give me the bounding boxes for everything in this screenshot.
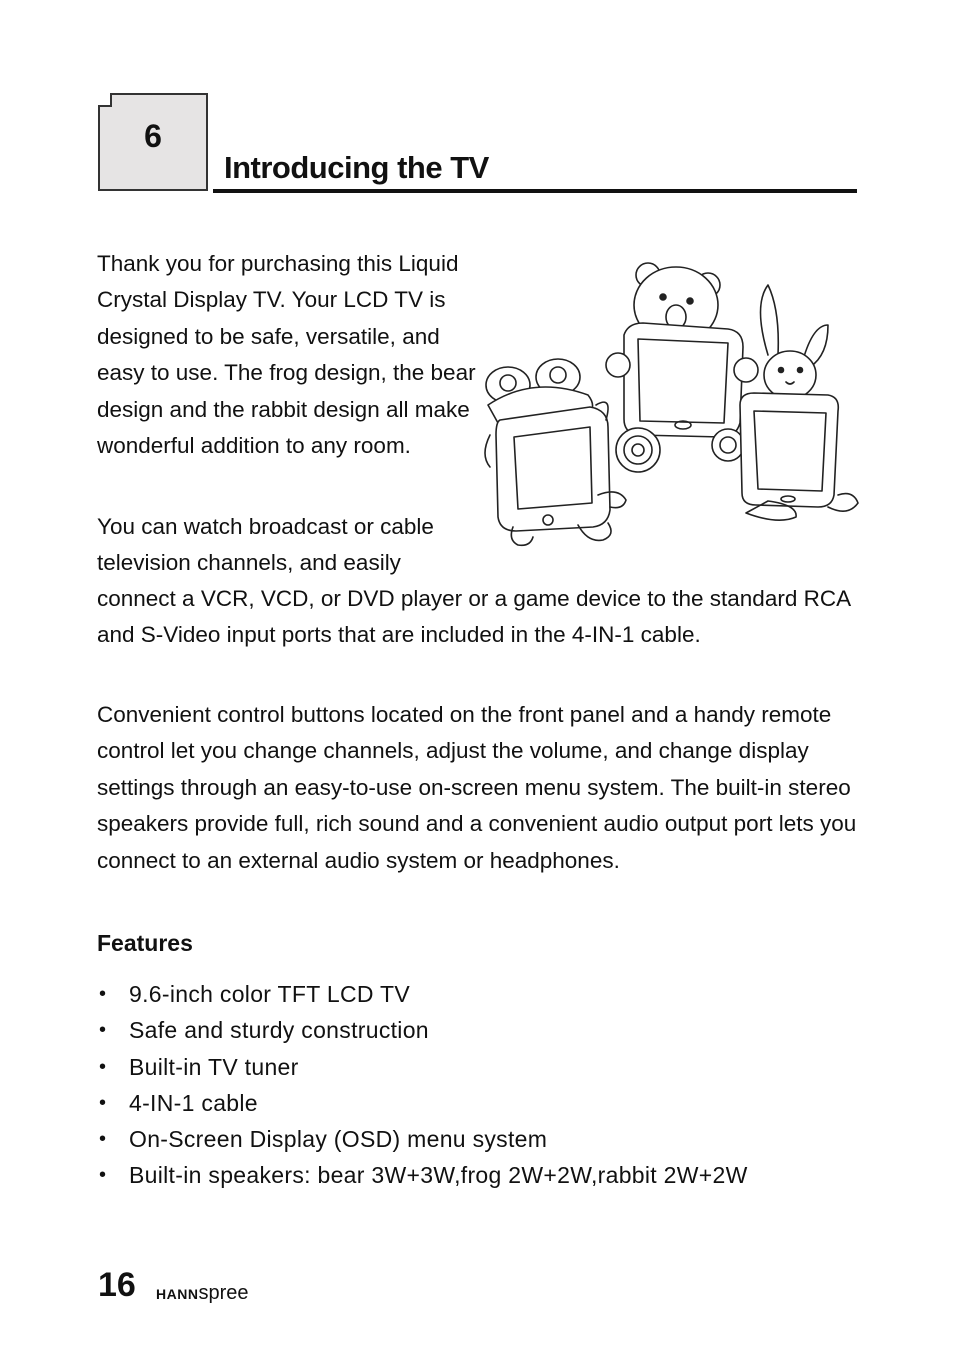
- brand-light: spree: [198, 1282, 249, 1304]
- chapter-number: 6: [144, 118, 162, 154]
- list-item: • Built-in TV tuner: [97, 1049, 748, 1085]
- frog-tv-figure: [485, 359, 626, 545]
- intro-paragraph-1: Thank you for purchasing this Liquid Crystal Display TV. Your LCD TV is designed to be safe, versatile, and easy to use. The frog design, the bear design and the rabbit design all make wonderful addition to any room.: [97, 251, 476, 459]
- list-item: • On-Screen Display (OSD) menu system: [97, 1121, 748, 1157]
- list-item: • 4-IN-1 cable: [97, 1085, 748, 1121]
- intro-paragraph-2-end: connect a VCR, VCD, or DVD player or a game device to the standard RCA and S-Video input ports that are included in the 4-IN-1 cable.: [97, 586, 850, 648]
- page-title: Introducing the TV: [224, 150, 489, 185]
- brand-bold: HANN: [156, 1286, 199, 1302]
- bear-tv-figure: [606, 263, 758, 472]
- chapter-box-tab: [98, 93, 112, 107]
- tv-characters-illustration: [478, 255, 863, 555]
- page-number: 16: [98, 1266, 136, 1304]
- list-item: • Safe and sturdy construction: [97, 1012, 748, 1048]
- brand-logo: [156, 1282, 248, 1305]
- intro-paragraph-3: Convenient control buttons located on the front panel and a handy remote control let you change channels, adjust the volume, and change display settings through an easy-to-use on-screen menu system. The built-in stereo speakers provide full, rich sound and a convenient audio output port lets you connect to an external audio system or headphones.: [97, 702, 857, 873]
- list-item: • Built-in speakers: bear 3W+3W,frog 2W+2W,rabbit 2W+2W: [97, 1157, 748, 1193]
- rabbit-tv-figure: [740, 285, 858, 520]
- features-list: [97, 976, 748, 1194]
- title-underline: [213, 189, 857, 193]
- intro-paragraph-2-start: You can watch broadcast or cable television channels, and easily: [97, 514, 434, 576]
- features-heading: Features: [97, 930, 193, 956]
- list-item: • 9.6-inch color TFT LCD TV: [97, 976, 748, 1012]
